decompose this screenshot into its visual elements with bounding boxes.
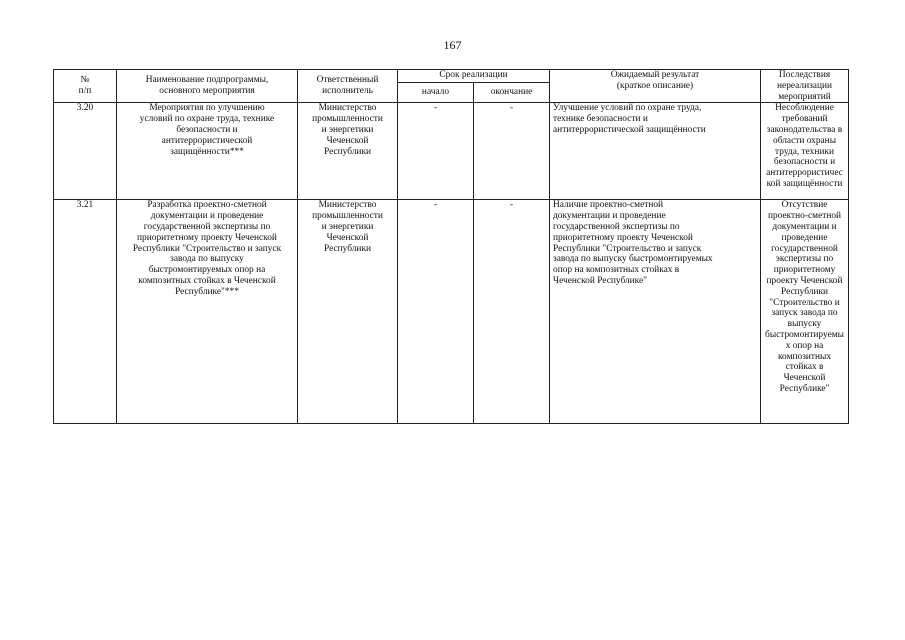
table-row [54, 103, 849, 200]
header-period: Срок реализации [398, 70, 550, 83]
row-name: Мероприятия по улучшению условий по охране труда, технике безопасности и антитеррористической защищённости*** [117, 103, 298, 200]
row-number: 3.21 [54, 200, 117, 424]
header-consequences: Последствия нереализации мероприятий [761, 70, 849, 103]
row-responsible: Министерство промышленности и энергетики Чеченской Республики [298, 200, 398, 424]
row-start: - [398, 200, 474, 424]
row-name: Разработка проектно-сметной документации и проведение государственной экспертизы по приоритетному проекту Чеченской Республики "Строительство и запуск завода по выпуску быстромонтируемых опор на композитных стойках в Чеченской Республике"*** [117, 200, 298, 424]
table-row [54, 200, 849, 424]
program-activities-table [53, 69, 849, 424]
header-start: начало [398, 83, 474, 103]
row-end: - [474, 200, 550, 424]
page-number: 167 [443, 38, 462, 52]
header-result: Ожидаемый результат (краткое описание) [550, 70, 761, 103]
header-end: окончание [474, 83, 550, 103]
row-number: 3.20 [54, 103, 117, 200]
header-responsible: Ответственный исполнитель [298, 70, 398, 103]
header-number: № п/п [54, 70, 117, 103]
row-start: - [398, 103, 474, 200]
row-consequences: Отсутствие проектно-сметной документации и проведение государственной экспертизы по приоритетному проекту Чеченской Республики "Строительство и запуск завода по выпуску быстромонтируемы х опор на композитных стойках в Чеченской Республике" [761, 200, 849, 424]
row-end: - [474, 103, 550, 200]
row-result: Улучшение условий по охране труда, технике безопасности и антитеррористической защищённости [550, 103, 761, 200]
header-name: Наименование подпрограммы, основного мероприятия [117, 70, 298, 103]
row-consequences: Несоблюдение требований законодательства в области охраны труда, техники безопасности и антитеррористичес кой защищённости [761, 103, 849, 200]
table-header-row [54, 70, 849, 83]
row-responsible: Министерство промышленности и энергетики Чеченской Республики [298, 103, 398, 200]
row-result: Наличие проектно-сметной документации и проведение государственной экспертизы по приоритетному проекту Чеченской Республики "Строительство и запуск завода по выпуску быстромонтируемых опор на композитных стойках в Чеченской Республике" [550, 200, 761, 424]
